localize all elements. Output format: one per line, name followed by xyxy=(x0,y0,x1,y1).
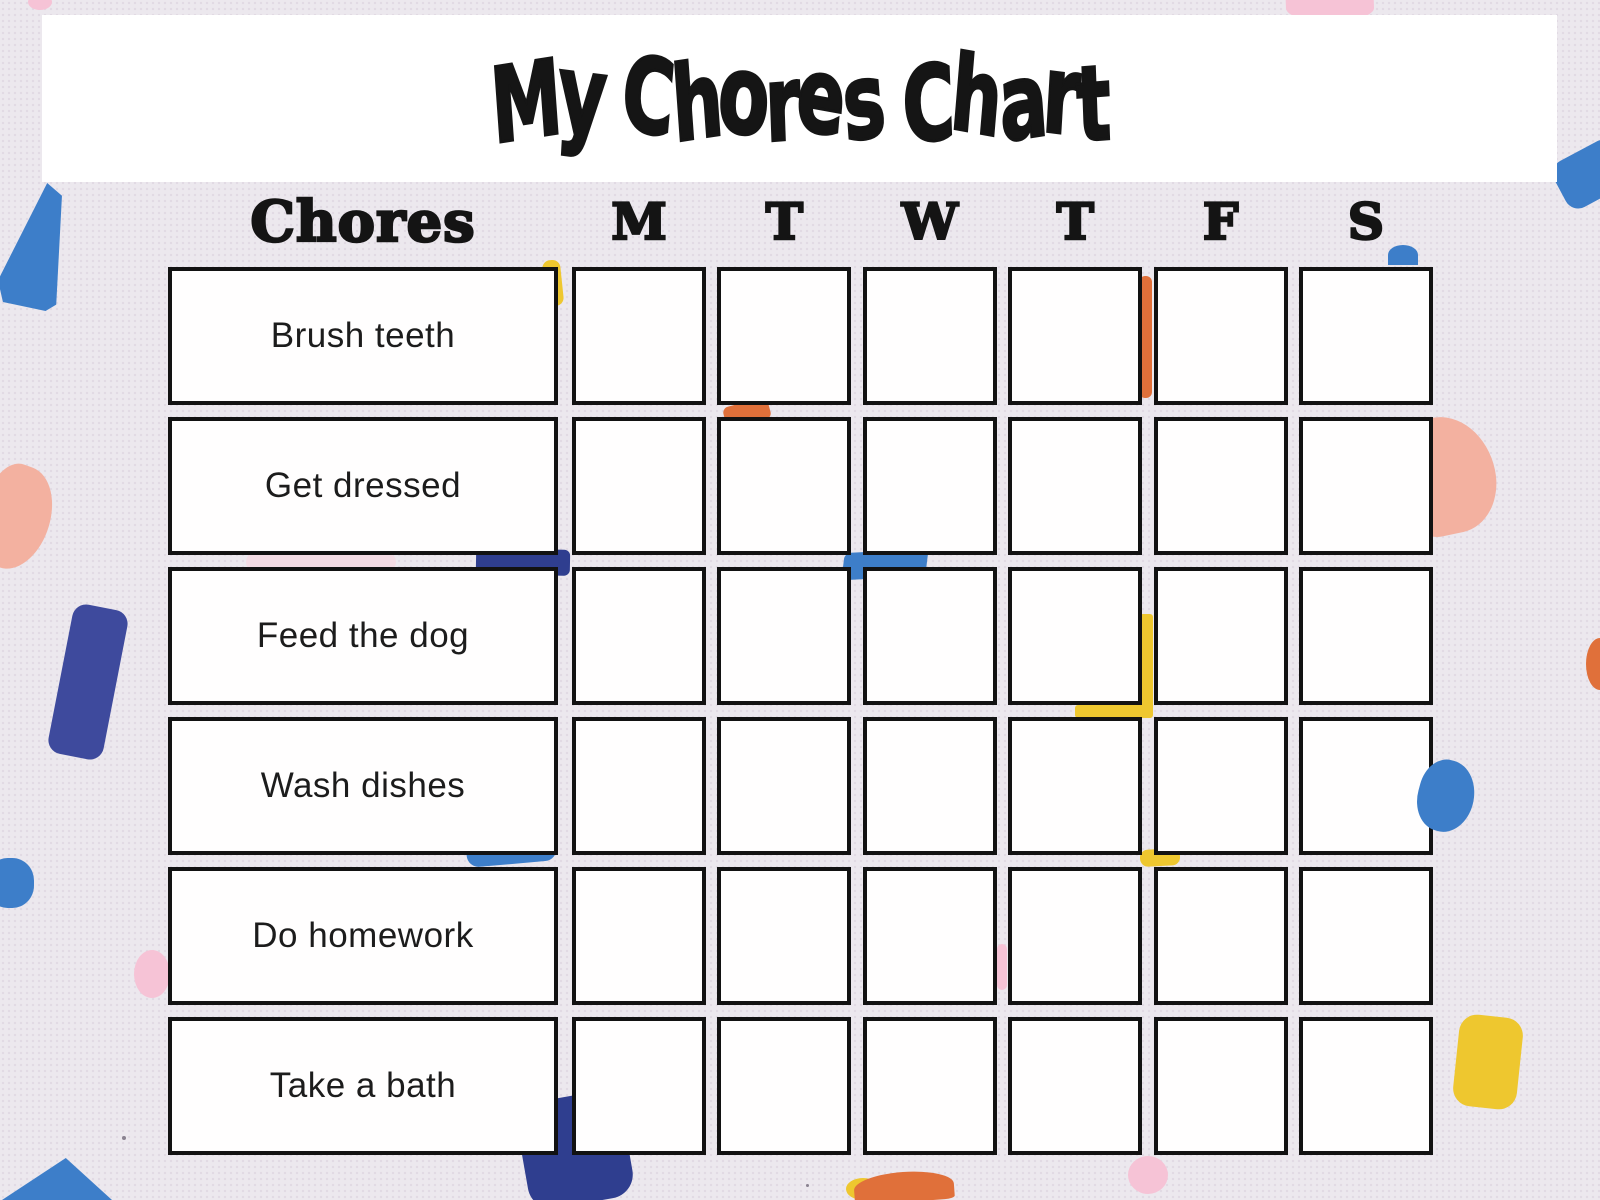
check-cell-brush-teeth-day1[interactable] xyxy=(717,267,851,405)
check-cell-take-a-bath-day5[interactable] xyxy=(1299,1017,1433,1155)
check-cell-feed-the-dog-day2[interactable] xyxy=(863,567,997,705)
confetti-pink-dot-left-row5 xyxy=(134,950,170,998)
chore-label: Get dressed xyxy=(168,417,558,555)
check-cell-get-dressed-day1[interactable] xyxy=(717,417,851,555)
check-cell-take-a-bath-day0[interactable] xyxy=(572,1017,706,1155)
confetti-pink-dot-bottom xyxy=(1128,1156,1168,1194)
check-cell-do-homework-day0[interactable] xyxy=(572,867,706,1005)
check-cell-get-dressed-day2[interactable] xyxy=(863,417,997,555)
confetti-orange-blob-bottom xyxy=(853,1169,955,1200)
day-header-1: T xyxy=(765,192,803,251)
check-cells xyxy=(572,267,1433,405)
confetti-blue-triangle-bottom-left xyxy=(2,1158,112,1200)
chore-row-3 xyxy=(168,717,1433,855)
check-cell-get-dressed-day0[interactable] xyxy=(572,417,706,555)
check-cell-feed-the-dog-day5[interactable] xyxy=(1299,567,1433,705)
check-cell-get-dressed-day4[interactable] xyxy=(1154,417,1288,555)
check-cell-feed-the-dog-day0[interactable] xyxy=(572,567,706,705)
confetti-speck-1 xyxy=(122,1136,126,1140)
check-cells xyxy=(572,717,1433,855)
check-cell-wash-dishes-day0[interactable] xyxy=(572,717,706,855)
confetti-yellow-blob-bottom-right xyxy=(1451,1013,1524,1111)
chore-row-1 xyxy=(168,417,1433,555)
confetti-indigo-bar-left xyxy=(46,602,130,762)
check-cell-wash-dishes-day5[interactable] xyxy=(1299,717,1433,855)
chore-label: Wash dishes xyxy=(168,717,558,855)
chore-row-2 xyxy=(168,567,1433,705)
chore-label: Brush teeth xyxy=(168,267,558,405)
check-cell-feed-the-dog-day4[interactable] xyxy=(1154,567,1288,705)
check-cell-wash-dishes-day3[interactable] xyxy=(1008,717,1142,855)
check-cell-get-dressed-day5[interactable] xyxy=(1299,417,1433,555)
confetti-pink-dot-top-left xyxy=(28,0,52,10)
check-cell-do-homework-day4[interactable] xyxy=(1154,867,1288,1005)
check-cells xyxy=(572,867,1433,1005)
check-cell-do-homework-day2[interactable] xyxy=(863,867,997,1005)
check-cell-do-homework-day3[interactable] xyxy=(1008,867,1142,1005)
check-cell-take-a-bath-day4[interactable] xyxy=(1154,1017,1288,1155)
confetti-blue-blob-left-edge xyxy=(0,858,34,908)
day-header-0: M xyxy=(611,192,667,251)
check-cell-brush-teeth-day5[interactable] xyxy=(1299,267,1433,405)
check-cell-wash-dishes-day1[interactable] xyxy=(717,717,851,855)
chore-label: Feed the dog xyxy=(168,567,558,705)
chore-label: Take a bath xyxy=(168,1017,558,1155)
check-cell-feed-the-dog-day1[interactable] xyxy=(717,567,851,705)
day-header-3: T xyxy=(1056,192,1094,251)
chore-row-0 xyxy=(168,267,1433,405)
check-cell-get-dressed-day3[interactable] xyxy=(1008,417,1142,555)
chores-column-header: Chores xyxy=(250,189,476,255)
check-cell-wash-dishes-day2[interactable] xyxy=(863,717,997,855)
page-title: My Chores Chart xyxy=(487,27,1111,168)
chore-label: Do homework xyxy=(168,867,558,1005)
day-header-5: S xyxy=(1347,192,1384,251)
confetti-blue-triangle-left xyxy=(0,183,80,311)
check-cell-brush-teeth-day0[interactable] xyxy=(572,267,706,405)
check-cell-feed-the-dog-day3[interactable] xyxy=(1008,567,1142,705)
title-banner xyxy=(42,15,1557,182)
check-cell-brush-teeth-day4[interactable] xyxy=(1154,267,1288,405)
check-cell-wash-dishes-day4[interactable] xyxy=(1154,717,1288,855)
chore-row-5 xyxy=(168,1017,1433,1155)
confetti-orange-dot-right-edge xyxy=(1586,638,1600,690)
check-cell-brush-teeth-day2[interactable] xyxy=(863,267,997,405)
check-cells xyxy=(572,1017,1433,1155)
check-cell-brush-teeth-day3[interactable] xyxy=(1008,267,1142,405)
check-cell-take-a-bath-day2[interactable] xyxy=(863,1017,997,1155)
check-cell-do-homework-day5[interactable] xyxy=(1299,867,1433,1005)
day-header-2: W xyxy=(901,192,958,251)
check-cell-take-a-bath-day3[interactable] xyxy=(1008,1017,1142,1155)
day-headers-row xyxy=(572,194,1433,250)
check-cell-do-homework-day1[interactable] xyxy=(717,867,851,1005)
day-header-4: F xyxy=(1202,192,1239,251)
chore-row-4 xyxy=(168,867,1433,1005)
confetti-salmon-blob-left xyxy=(0,457,66,579)
confetti-speck-2 xyxy=(806,1184,809,1187)
check-cells xyxy=(572,417,1433,555)
check-cells xyxy=(572,567,1433,705)
check-cell-take-a-bath-day1[interactable] xyxy=(717,1017,851,1155)
